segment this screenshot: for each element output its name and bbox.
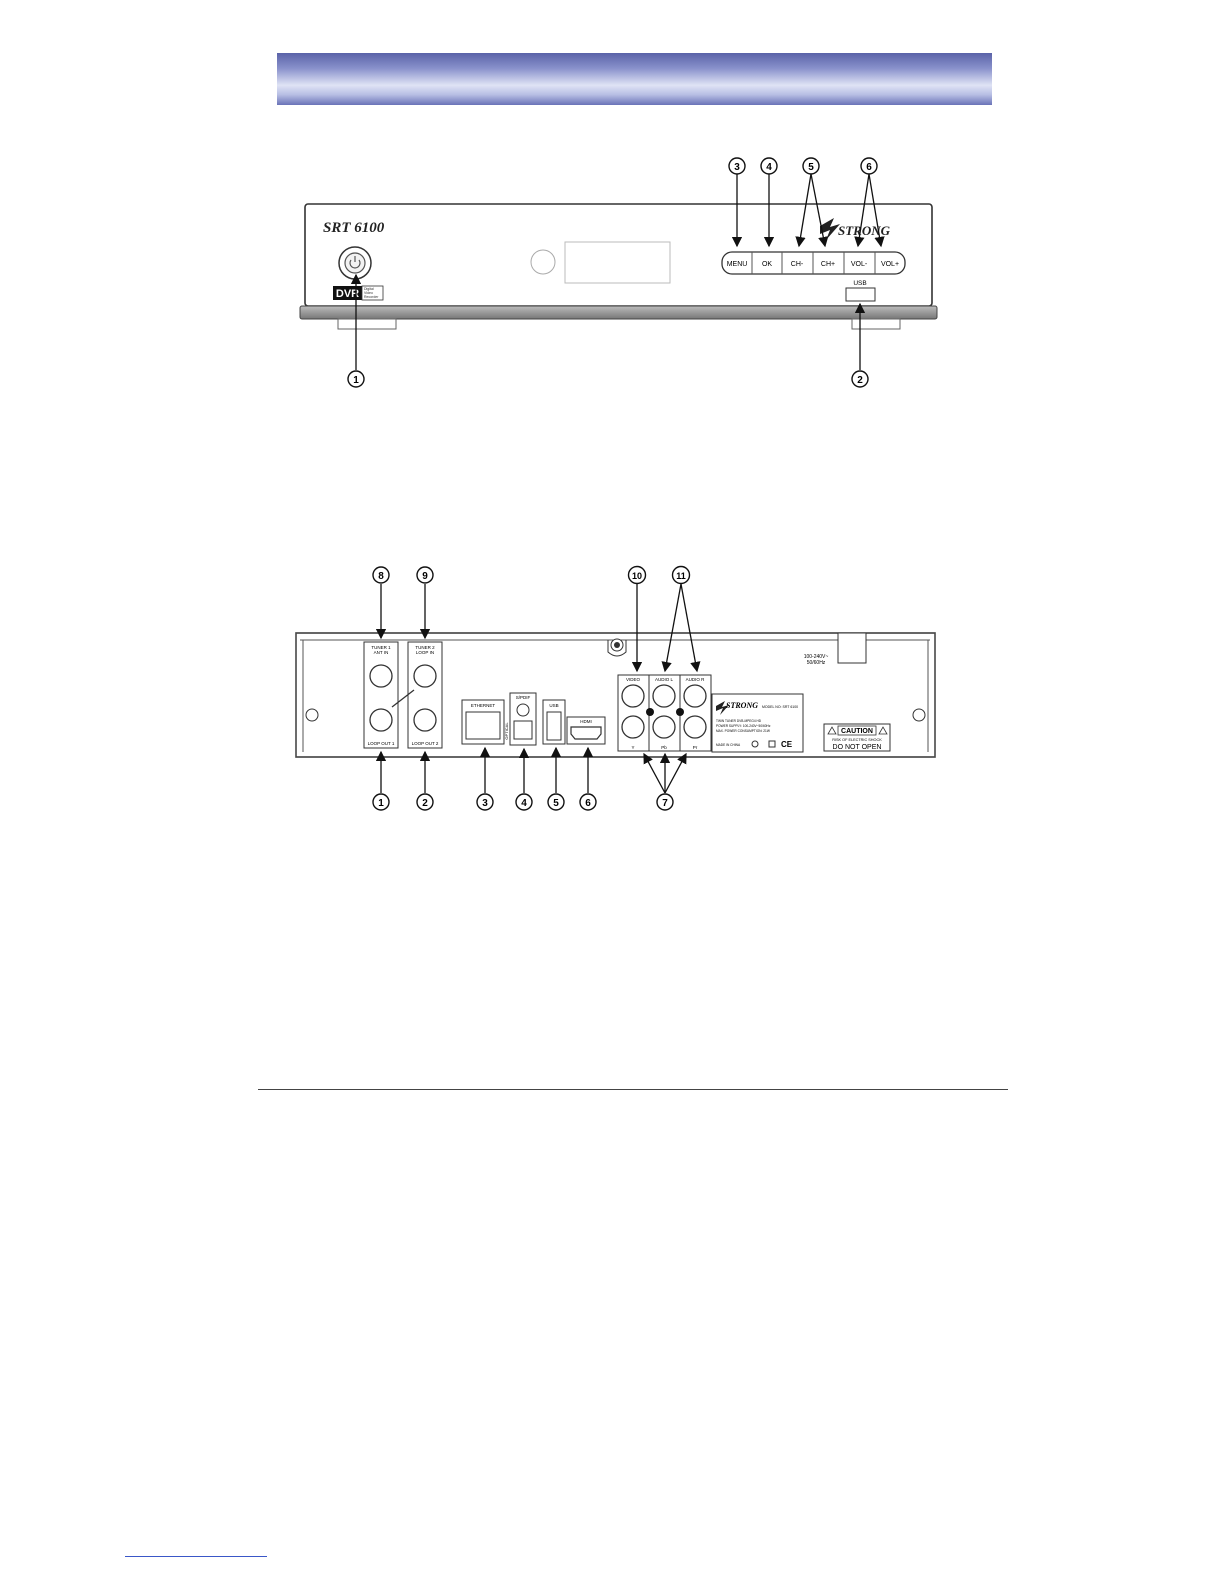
label-text: 8 — [378, 571, 384, 582]
label-text: STRONG — [838, 223, 891, 238]
model-label — [712, 694, 803, 752]
label-text: Pr — [692, 745, 698, 750]
video-port[interactable] — [622, 685, 644, 707]
label-text: AUDIO L — [654, 677, 674, 682]
label-text: S/PDIF — [515, 695, 531, 700]
label-text: STRONG — [726, 701, 759, 710]
label-text: AUDIO R — [685, 677, 705, 682]
vol-up-button[interactable]: VOL+ — [880, 261, 900, 268]
rear-callout-7 — [657, 794, 673, 810]
front-callout-2 — [852, 371, 868, 387]
y-port[interactable] — [622, 716, 644, 738]
rear-callout-3 — [477, 794, 493, 810]
pb-port[interactable] — [653, 716, 675, 738]
power-rating-2: 50/60Hz — [806, 660, 826, 666]
label-text: MADE IN CHINA — [716, 743, 741, 747]
label-text: Y — [631, 745, 635, 750]
caution-label — [824, 724, 890, 751]
label-text: TWIN TUNER DVB-MPEG4 HD — [716, 719, 762, 723]
screw-hole-right — [913, 709, 925, 721]
hdmi-block — [567, 717, 605, 744]
label-text: 2 — [857, 375, 863, 386]
front-callout-5 — [803, 158, 819, 174]
label-text: 1 — [378, 798, 384, 809]
label-text: RISK OF ELECTRIC SHOCK — [832, 738, 882, 742]
bottom-divider — [258, 1089, 1008, 1090]
label-text: LOOP IN — [415, 650, 435, 655]
rear-callout-10 — [629, 567, 646, 584]
label-text: 3 — [482, 798, 488, 809]
label-text: 10 — [631, 571, 643, 581]
ch-down-button[interactable]: CH- — [790, 261, 804, 268]
label-text: Pb — [661, 745, 667, 750]
front-display — [565, 242, 670, 283]
label-text: MAX. POWER CONSUMPTION: 21W — [716, 729, 770, 733]
label-text: TUNER 1 — [371, 645, 391, 650]
tuner1-block — [364, 642, 398, 748]
label-text: 4 — [766, 162, 772, 173]
label-text: VIDEO — [625, 677, 641, 682]
vol-down-button[interactable]: VOL- — [850, 261, 868, 268]
usb-rear-block — [543, 700, 565, 744]
label-text: CAUTION — [841, 728, 873, 735]
power-button[interactable] — [339, 247, 371, 279]
label-text: DVR — [335, 288, 360, 300]
front-callout-1 — [348, 371, 364, 387]
label-text: TUNER 2 — [415, 645, 435, 650]
rear-callout-6 — [580, 794, 596, 810]
audio-r-port[interactable] — [684, 685, 706, 707]
label-text: 9 — [422, 571, 428, 582]
dvr-badge — [333, 286, 383, 300]
footer-link-underline[interactable] — [125, 1556, 267, 1557]
power-rating-1: 100-240V~ — [803, 654, 829, 660]
coaxial-spdif-port[interactable] — [517, 704, 529, 716]
label-text: 2 — [422, 798, 428, 809]
ant-in-port[interactable] — [370, 665, 392, 687]
label-text: 6 — [585, 798, 591, 809]
ir-sensor — [531, 250, 555, 274]
loop-in-port[interactable] — [414, 665, 436, 687]
hdmi-port[interactable] — [571, 727, 601, 739]
ethernet-block — [462, 700, 504, 744]
model-name: SRT 6100 — [323, 220, 385, 236]
front-panel — [300, 158, 937, 387]
label-text: 5 — [553, 798, 559, 809]
rear-callout-8 — [373, 567, 389, 583]
loop-out2-port[interactable] — [414, 709, 436, 731]
label-text: 3 — [734, 162, 740, 173]
power-cord-inlet — [838, 633, 866, 663]
label-text: LOOP OUT 2 — [411, 741, 439, 746]
usb-front-port[interactable] — [846, 288, 875, 301]
svg-text:CE: CE — [781, 740, 793, 749]
rear-callout-2 — [417, 794, 433, 810]
rear-callout-5 — [548, 794, 564, 810]
loop-out1-port[interactable] — [370, 709, 392, 731]
screw-hole-left — [306, 709, 318, 721]
tuner2-block — [408, 642, 442, 748]
label-text: 5 — [808, 162, 814, 173]
label-text: POWER SUPPLY: 100-240V~50/60Hz — [716, 724, 771, 728]
label-text: ANT IN — [373, 650, 389, 655]
label-text: DO NOT OPEN — [832, 744, 882, 751]
ethernet-port[interactable] — [466, 712, 500, 739]
front-callout-6 — [861, 158, 877, 174]
label-text: Video — [364, 291, 373, 295]
label-text: OPTICAL — [504, 722, 509, 740]
label-text: 4 — [521, 798, 527, 809]
pr-port[interactable] — [684, 716, 706, 738]
label-text: 1 — [353, 375, 359, 386]
menu-button[interactable]: MENU — [726, 261, 748, 268]
label-text: Recorder — [364, 295, 379, 299]
optical-port[interactable] — [514, 721, 532, 739]
ch-up-button[interactable]: CH+ — [820, 261, 836, 268]
rear-callout-1 — [373, 794, 389, 810]
audio-l-port[interactable] — [653, 685, 675, 707]
label-text: MODEL NO: SRT 6100 — [762, 705, 799, 709]
rear-callout-9 — [417, 567, 433, 583]
label-text: USB — [549, 703, 559, 708]
label-text: 7 — [662, 798, 668, 809]
label-text: LOOP OUT 1 — [367, 741, 395, 746]
usb-rear-port[interactable] — [547, 712, 561, 740]
label-text: ETHERNET — [470, 703, 496, 708]
label-text: Digital — [364, 287, 374, 291]
rear-panel — [296, 567, 935, 811]
ok-button[interactable]: OK — [761, 261, 773, 268]
front-callout-3 — [729, 158, 745, 174]
usb-front-label: USB — [853, 280, 867, 287]
rear-callout-11 — [673, 567, 690, 584]
label-text: HDMI — [580, 719, 592, 724]
front-button-bar — [722, 252, 905, 274]
rca-block — [618, 675, 711, 751]
label-text: 6 — [866, 162, 872, 173]
label-text: 11 — [676, 571, 686, 581]
front-callout-4 — [761, 158, 777, 174]
rear-callout-4 — [516, 794, 532, 810]
